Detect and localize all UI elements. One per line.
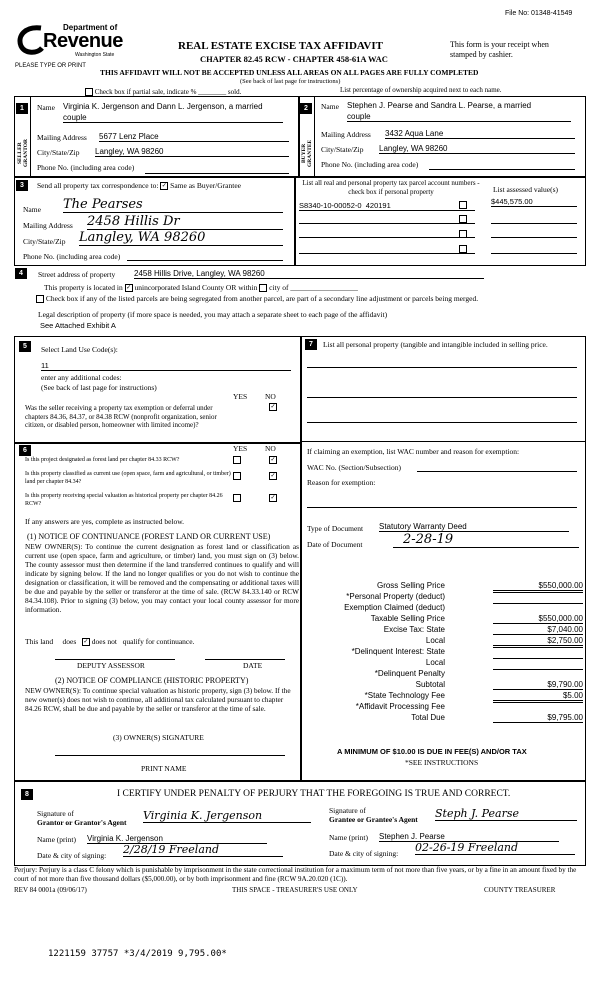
grantee-signature[interactable]: Steph J. Pearse — [435, 807, 577, 821]
exemption-question: Was the seller receiving a property tax exemption or deferral under chapters 84.36, 84.37, or 84.38 RCW (nonprofit organization, senior citizen, or disabled person, homeowner with limited income)? — [25, 404, 217, 429]
section-num-6: 6 — [19, 445, 31, 456]
dor-logo — [15, 20, 123, 62]
assessed-header: List assessed value(s) — [493, 185, 558, 194]
buyer-city[interactable]: Langley, WA 98260 — [379, 144, 575, 154]
legal-description[interactable]: See Attached Exhibit A — [40, 321, 116, 330]
exemption-claim-label: If claiming an exemption, list WAC number and reason for exemption: — [307, 447, 520, 456]
buyer-city-label: City/State/Zip — [321, 145, 364, 154]
reason-label: Reason for exemption: — [307, 478, 376, 487]
seller-name-2[interactable]: couple — [63, 113, 283, 123]
fee-label: *Delinquent Interest: State — [351, 647, 445, 656]
seller-city[interactable]: Langley, WA 98260 — [95, 147, 289, 157]
segregated-checkbox[interactable] — [36, 295, 44, 303]
corr-city[interactable]: Langley, WA 98260 — [79, 230, 283, 246]
fee-label: *State Technology Fee — [364, 691, 445, 700]
cashier-stamp: 1221159 37757 *3/4/2019 9,795.00* — [48, 949, 227, 959]
logo-name: Revenue — [43, 30, 123, 52]
fee-value[interactable]: $9,790.00 — [493, 680, 583, 690]
fee-value[interactable] — [493, 603, 583, 604]
section-num-3: 3 — [16, 180, 28, 191]
see-instructions-note: *SEE INSTRUCTIONS — [405, 758, 479, 767]
grantor-signature[interactable]: Virginia K. Jergenson — [143, 809, 311, 823]
fee-value[interactable]: $9,795.00 — [493, 713, 583, 723]
yes-header-6: YES — [233, 444, 248, 453]
deputy-assessor-label: DEPUTY ASSESSOR — [77, 661, 145, 670]
ownership-note: List percentage of ownership acquired next to each name. — [340, 86, 502, 94]
form-title: REAL ESTATE EXCISE TAX AFFIDAVIT — [178, 40, 383, 52]
perjury-notice: Perjury: Perjury is a class C felony which is punishable by imprisonment in the state correctional institution for a maximum term of not more than five years, or by a fine in an amount fixed by the court of not more than five thousand dollars ($5,000.00), or by both imprisonment and fine (RCW 9A.20.020 (1C)). — [14, 866, 577, 883]
this-land-label: This land does ✓ does not qualify for continuance. — [25, 637, 195, 646]
buyer-mailing-label: Mailing Address — [321, 130, 371, 139]
additional-codes-label: enter any additional codes: — [41, 373, 122, 382]
seller-side-label: SELLER GRANTOR — [17, 139, 29, 168]
parcels-header: List all real and personal property tax parcel account numbers - check box if personal property — [302, 179, 480, 196]
if-yes-note: If any answers are yes, complete as instructed below. — [25, 517, 185, 526]
section-num-1: 1 — [16, 103, 28, 114]
fee-value[interactable]: $550,000.00 — [493, 581, 583, 591]
fee-value[interactable] — [493, 658, 583, 659]
seller-city-label: City/State/Zip — [37, 148, 80, 157]
fee-value[interactable] — [493, 669, 583, 670]
forest-land-question: Is this project designated as forest land per chapter 84.33 RCW? — [25, 457, 180, 463]
corr-name-label: Name — [23, 205, 41, 214]
fee-label: Exemption Claimed (deduct) — [344, 603, 445, 612]
grantor-name-label: Name (print) — [37, 835, 76, 844]
notice-continuance-title: (1) NOTICE OF CONTINUANCE (FOREST LAND OR CURRENT USE) — [27, 532, 271, 541]
fee-label: Gross Selling Price — [376, 581, 445, 590]
legal-label: Legal description of property (if more space is needed, you may attach a separate sheet to each page of the affidavit) — [38, 310, 388, 319]
parcels-box — [294, 176, 586, 266]
current-use-no-checkbox[interactable]: ✓ — [270, 473, 276, 479]
fee-value[interactable]: $550,000.00 — [493, 614, 583, 624]
current-use-yes-checkbox[interactable] — [233, 472, 241, 480]
no-header-6: NO — [265, 444, 276, 453]
section-num-8: 8 — [21, 789, 33, 800]
corr-mailing[interactable]: 2458 Hillis Dr — [87, 214, 283, 230]
section-6-designation — [14, 442, 302, 782]
located-label: This property is located in ✓ unincorporated Island County OR within city of __________________ — [44, 283, 358, 292]
fee-label: *Delinquent Penalty — [374, 669, 445, 678]
form-subtitle: CHAPTER 82.45 RCW - CHAPTER 458-61A WAC — [200, 54, 388, 64]
corr-phone-label: Phone No. (including area code) — [23, 252, 121, 261]
land-use-code[interactable]: 11 — [41, 361, 291, 371]
fee-value[interactable]: $7,040.00 — [493, 625, 583, 635]
section-num-2: 2 — [300, 103, 312, 114]
corr-city-label: City/State/Zip — [23, 237, 66, 246]
land-use-see-back: (See back of last page for instructions) — [41, 383, 157, 392]
receipt-note: This form is your receipt when stamped by cashier. — [450, 40, 549, 59]
grantee-sig-label: Signature of Grantee or Grantee's Agent — [329, 806, 418, 824]
no-header-5: NO — [265, 392, 276, 401]
fee-label: Excise Tax: State — [383, 625, 445, 634]
historic-no-checkbox[interactable]: ✓ — [270, 495, 276, 501]
logo-swoosh-icon — [15, 24, 45, 58]
same-as-buyer-checkbox[interactable]: ✓ — [161, 183, 167, 190]
buyer-name-2[interactable]: couple — [347, 112, 571, 122]
section-7-personal-property — [300, 336, 586, 782]
seller-name-label: Name — [37, 103, 55, 112]
document-date[interactable]: 2-28-19 — [393, 532, 579, 548]
fee-label: Local — [425, 636, 445, 645]
wac-number-label: WAC No. (Section/Subsection) — [307, 463, 401, 472]
fee-label: Taxable Selling Price — [370, 614, 445, 623]
yes-header-5: YES — [233, 392, 248, 401]
fee-value[interactable]: $5.00 — [493, 691, 583, 701]
section-num-5: 5 — [19, 341, 31, 352]
land-use-label: Select Land Use Code(s): — [41, 345, 118, 354]
fee-value[interactable] — [493, 592, 583, 593]
minimum-due-note: A MINIMUM OF $10.00 IS DUE IN FEE(S) AND/OR TAX — [337, 747, 527, 756]
buyer-name-label: Name — [321, 102, 339, 111]
parcel-3-personal-checkbox[interactable] — [459, 230, 467, 238]
send-correspondence-label: Send all property tax correspondence to: ✓ Same as Buyer/Grantee — [37, 181, 241, 190]
fee-label: Local — [425, 658, 445, 667]
buyer-phone-label: Phone No. (including area code) — [321, 160, 419, 169]
seller-name[interactable]: Virginia K. Jergenson and Dann L. Jergenson, a married — [63, 102, 263, 111]
segregated-label: Check box if any of the listed parcels are being segregated from another parcel, are part of a secondary line adjustment or parcels being merged. — [36, 294, 478, 303]
notice-continuance-body: NEW OWNER(S): To continue the current designation as forest land or classification as current use (open space, farm and agriculture, or timber) land, you must sign on (3) below. The county assessor must then determine if the land transferred continues to qualify and will indicate by signing below. If the land no longer qualifies or you do not wish to continue the designation or classification, it will be removed and the compensating or additional taxes will be due and payable by the seller or transferor at the time of sale. (RCW 84.33.140 or RCW 84.34.108). Prior to signing (3) below, you may contact your local county assessor for more information. — [25, 542, 299, 614]
parcel-2-personal-checkbox[interactable] — [459, 215, 467, 223]
section-3-correspondence — [14, 176, 296, 266]
notice-compliance-body: NEW OWNER(S): To continue special valuation as historic property, sign (3) below. If the new owner(s) does not wish to continue, all additional tax calculated pursuant to chapter 84.26 RCW, shall be due and payable by the seller or transferor at the time of sale. — [25, 686, 291, 713]
doc-type-label: Type of Document — [307, 524, 364, 533]
parcel-4-personal-checkbox[interactable] — [459, 245, 467, 253]
see-back-note: (See back of last page for instructions) — [240, 78, 341, 85]
print-name-label: PRINT NAME — [141, 764, 187, 773]
parcel-1-personal-checkbox[interactable] — [459, 201, 467, 209]
grantee-name-label: Name (print) — [329, 833, 368, 842]
grantee-date-label: Date & city of signing: — [329, 849, 399, 858]
file-number: File No: 01348-41549 — [505, 10, 573, 17]
forest-yes-checkbox[interactable] — [233, 456, 241, 464]
warning-text: THIS AFFIDAVIT WILL NOT BE ACCEPTED UNLESS ALL AREAS ON ALL PAGES ARE FULLY COMPLETED — [100, 68, 479, 77]
personal-property-label: List all personal property (tangible and intangible included in selling price. — [323, 340, 548, 349]
buyer-name[interactable]: Stephen J. Pearse and Sandra L. Pearse, a married — [347, 101, 532, 110]
seller-mailing-label: Mailing Address — [37, 133, 87, 142]
grantor-date-city[interactable]: 2/28/19 Freeland — [123, 843, 283, 857]
fee-label: Total Due — [411, 713, 445, 722]
buyer-mailing[interactable]: 3432 Aqua Lane — [385, 129, 575, 139]
partial-sale-label: Check box if partial sale, indicate % ________ sold. — [85, 88, 241, 96]
historic-question: Is this property receiving special valuation as historical property per chapter 84.26 RCW? — [25, 493, 223, 507]
fee-label: Subtotal — [415, 680, 445, 689]
fee-value[interactable]: $2,750.00 — [493, 636, 583, 646]
notice-compliance-title: (2) NOTICE OF COMPLIANCE (HISTORIC PROPERTY) — [55, 676, 249, 685]
revision-number: REV 84 0001a (09/06/17) — [14, 886, 87, 894]
please-type: PLEASE TYPE OR PRINT — [15, 63, 86, 69]
grantee-name-print[interactable]: Stephen J. Pearse — [379, 832, 559, 842]
section-num-4: 4 — [15, 268, 27, 279]
doc-date-label: Date of Document — [307, 540, 363, 549]
treasurer-use-note: THIS SPACE - TREASURER'S USE ONLY — [232, 886, 358, 894]
section-4-property — [14, 266, 584, 334]
assessed-value[interactable]: $445,575.00 — [491, 197, 577, 207]
sold-text: sold. — [227, 88, 242, 96]
section-2-buyer — [298, 96, 586, 178]
section-num-7: 7 — [305, 339, 317, 350]
city-of-checkbox[interactable] — [259, 284, 267, 292]
does-not-checkbox[interactable]: ✓ — [83, 639, 89, 646]
section-5-land-use — [14, 336, 302, 444]
section-8-certification — [14, 780, 586, 866]
parcel-number[interactable]: S8340-10-00052-0 420191 — [299, 201, 475, 211]
fee-value[interactable] — [493, 702, 583, 703]
grantor-date-label: Date & city of signing: — [37, 851, 107, 860]
fee-value[interactable] — [493, 647, 583, 648]
owner-signature-label: (3) OWNER(S) SIGNATURE — [113, 733, 204, 742]
deputy-date-label: DATE — [243, 661, 263, 670]
unincorporated-checkbox[interactable]: ✓ — [126, 285, 132, 292]
property-street[interactable]: 2458 Hillis Drive, Langley, WA 98260 — [134, 269, 484, 279]
grantor-sig-label: Signature of Grantor or Grantor's Agent — [37, 809, 127, 827]
forest-no-checkbox[interactable]: ✓ — [270, 457, 276, 463]
logo-state: Washington State — [75, 52, 115, 58]
logo-dept: Department of — [63, 23, 118, 32]
street-label: Street address of property — [38, 270, 116, 279]
county-treasurer-label: COUNTY TREASURER — [484, 886, 556, 894]
grantee-date-city[interactable]: 02-26-19 Freeland — [415, 841, 575, 855]
fee-label: *Personal Property (deduct) — [346, 592, 445, 601]
corr-mailing-label: Mailing Address — [23, 221, 73, 230]
certify-statement: I CERTIFY UNDER PENALTY OF PERJURY THAT THE FOREGOING IS TRUE AND CORRECT. — [117, 789, 511, 799]
historic-yes-checkbox[interactable] — [233, 494, 241, 502]
document-type[interactable]: Statutory Warranty Deed — [379, 522, 569, 532]
exemption-no-checkbox[interactable]: ✓ — [270, 404, 276, 410]
grantor-name-print[interactable]: Virginia K. Jergenson — [87, 834, 267, 844]
seller-mailing[interactable]: 5677 Lenz Place — [99, 132, 289, 142]
buyer-side-label: BUYER GRANTEE — [301, 139, 313, 167]
corr-name[interactable]: The Pearses — [63, 197, 283, 213]
seller-phone-label: Phone No. (including area code) — [37, 163, 135, 172]
current-use-question: Is this property classified as current use (open space, farm and agricultural, or timber) land per chapter 84.34? — [25, 471, 231, 485]
fee-label: *Affidavit Processing Fee — [355, 702, 445, 711]
fees-table — [295, 581, 585, 741]
section-1-seller — [14, 96, 300, 178]
partial-sale-text: Check box if partial sale, indicate % — [94, 88, 197, 96]
